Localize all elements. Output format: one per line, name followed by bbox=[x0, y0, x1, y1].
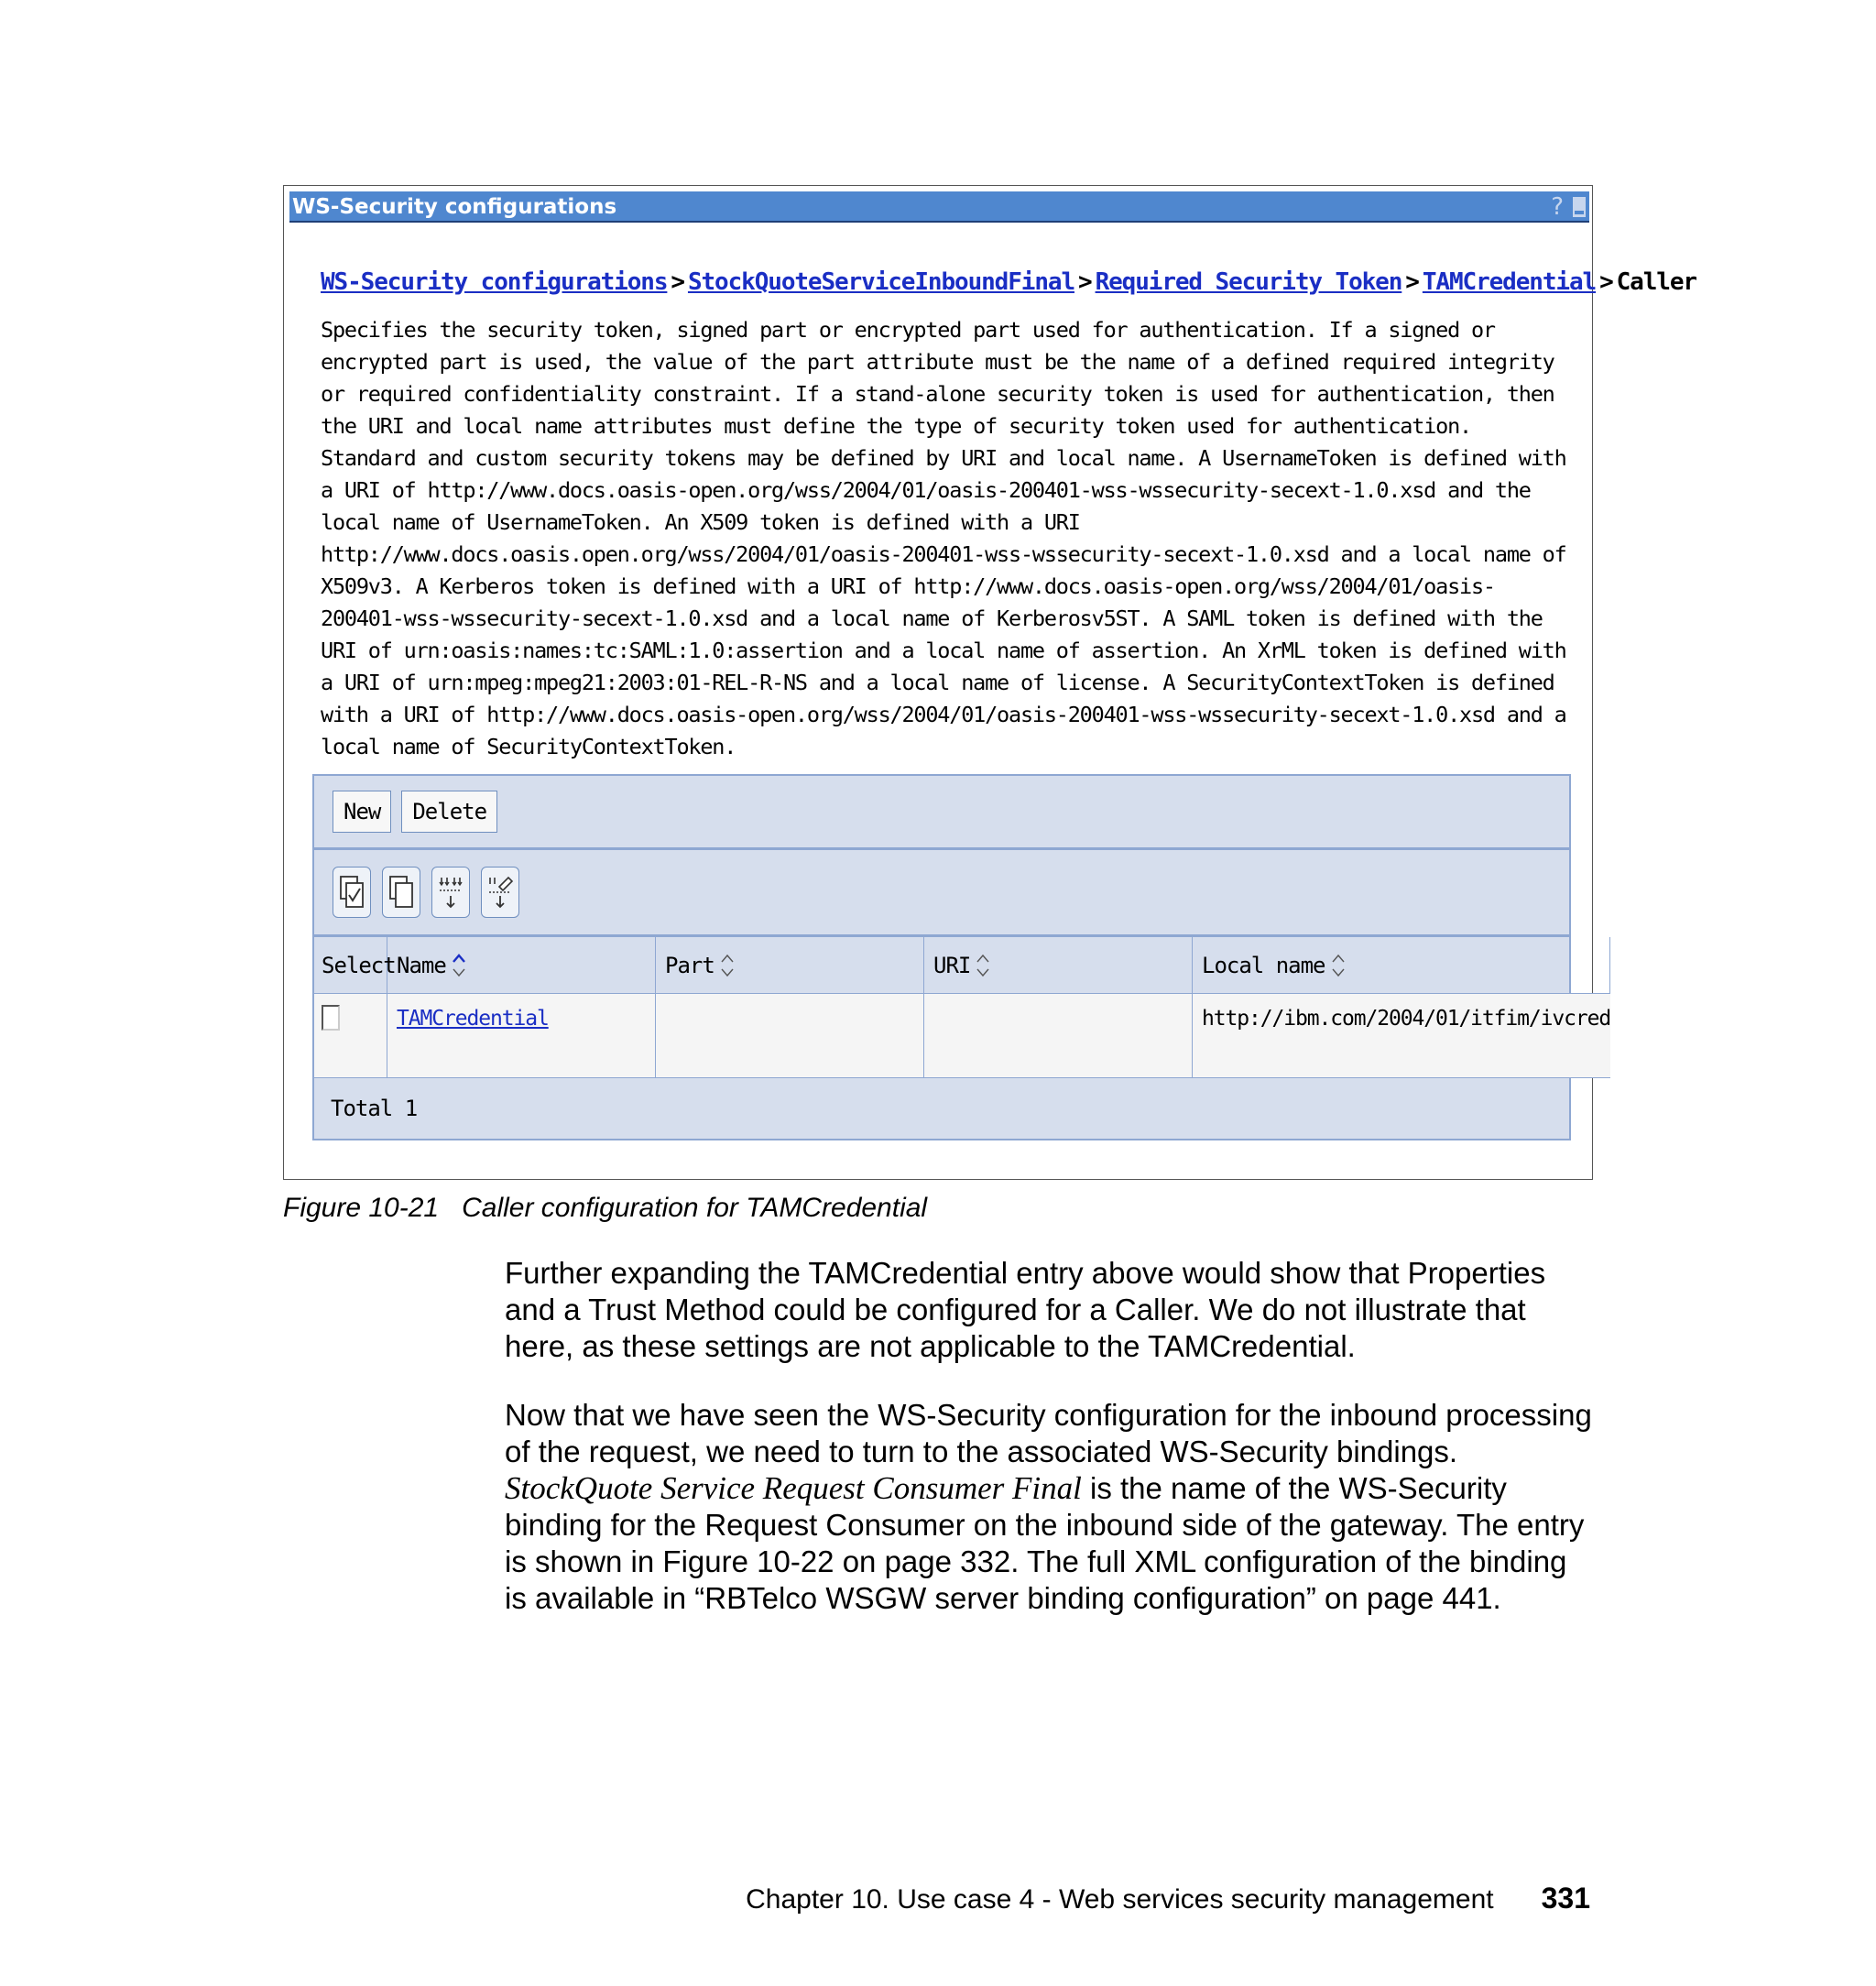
breadcrumb bbox=[321, 268, 1696, 296]
window-titlebar bbox=[289, 191, 1589, 223]
breadcrumb-link-tamcredential[interactable]: TAMCredential bbox=[1422, 268, 1597, 296]
show-filter-icon[interactable] bbox=[431, 867, 470, 918]
column-label: URI bbox=[933, 952, 971, 978]
breadcrumb-link-ws-security-configurations[interactable]: WS-Security configurations bbox=[321, 268, 668, 296]
sort-icon[interactable] bbox=[976, 952, 990, 979]
chapter-title: Chapter 10. Use case 4 - Web services security management bbox=[746, 1884, 1494, 1915]
select-all-icon[interactable] bbox=[333, 867, 371, 918]
breadcrumb-link-stockquote-service[interactable]: StockQuoteServiceInboundFinal bbox=[687, 268, 1074, 296]
table-cell-select bbox=[314, 994, 387, 1078]
breadcrumb-separator: > bbox=[1599, 268, 1613, 296]
deselect-all-icon[interactable] bbox=[382, 867, 420, 918]
help-icon[interactable]: ? bbox=[1551, 193, 1564, 221]
sort-icon[interactable] bbox=[720, 952, 735, 979]
body-paragraph-1: Further expanding the TAMCredential entry above would show that Properties and a Trust Method could be configured for a Caller. We do not illustrate that here, as these settings are not applicable to the TAMCredential. bbox=[505, 1256, 1546, 1363]
ws-security-screenshot bbox=[283, 185, 1696, 1180]
collection-grid bbox=[314, 937, 1611, 1078]
table-cell-uri bbox=[924, 994, 1193, 1078]
column-header-name[interactable] bbox=[387, 937, 656, 994]
table-cell-name bbox=[387, 994, 656, 1078]
table-cell-local-name: http://ibm.com/2004/01/itfim/ivcred bbox=[1193, 994, 1610, 1078]
column-header-uri[interactable] bbox=[924, 937, 1193, 994]
page-description: Specifies the security token, signed part or encrypted part used for authentication. If a signed or encrypted part is used, the value of the part attribute must be the name of a defined required integrity or required confidentiality constraint. If a stand-alone security token is used for authentication, then the URI and local name attributes must define the type of security token used for authentication. Standard and custom security tokens may be defined by URI and local name. A UsernameToken is defined with a URI of http://www.docs.oasis-open.org/wss/2004/01/oasis-200401-wss-wssecurity-secext-1.0.xsd and the local name of UsernameToken. An X509 token is defined with a URI http://www.docs.oasis.open.org/wss/2004/01/oasis-200401-wss-wssecurity-secext-1.0.xsd and a local name of X509v3. A Kerberos token is defined with a URI of http://www.docs.oasis-open.org/wss/2004/01/oasis-200401-wss-wssecurity-secext-1.0.xsd and a local name of Kerberosv5ST. A SAML token is defined with the URI of urn:oasis:names:tc:SAML:1.0:assertion and a local name of assertion. An XrML token is defined with a URI of urn:mpeg:mpeg21:2003:01-REL-R-NS and a local name of license. A SecurityContextToken is defined with a URI of http://www.docs.oasis-open.org/wss/2004/01/oasis-200401-wss-wssecurity-secext-1.0.xsd and a local name of SecurityContextToken. bbox=[321, 317, 1566, 759]
icon-toolbar bbox=[314, 850, 1569, 937]
page-number: 331 bbox=[1541, 1882, 1590, 1915]
column-header-part[interactable] bbox=[656, 937, 924, 994]
table-cell-part bbox=[656, 994, 924, 1078]
column-label: Local name bbox=[1202, 952, 1325, 978]
row-select-checkbox[interactable] bbox=[322, 1005, 340, 1031]
column-header-local-name[interactable] bbox=[1193, 937, 1610, 994]
window-title: WS-Security configurations bbox=[292, 195, 617, 219]
breadcrumb-separator: > bbox=[1078, 268, 1092, 296]
column-label: Part bbox=[665, 952, 714, 978]
clear-filter-icon[interactable] bbox=[481, 867, 519, 918]
paragraph-text: is the name of the WS-Security binding for the Request Consumer on the inbound side of the gateway. The entry is shown in Figure 10-22 on page 332. The full XML configuration of the binding is available in “RBTelco WSGW server binding configuration” on page 441. bbox=[505, 1471, 1585, 1615]
body-paragraph-2 bbox=[505, 1397, 1595, 1617]
breadcrumb-link-required-security-token[interactable]: Required Security Token bbox=[1095, 268, 1402, 296]
sort-ascending-icon[interactable] bbox=[452, 952, 466, 979]
figure-caption: Figure 10-21 Caller configuration for TAMCredential bbox=[283, 1193, 928, 1223]
binding-name-italic: StockQuote Service Request Consumer Final bbox=[505, 1470, 1082, 1506]
breadcrumb-current: Caller bbox=[1616, 268, 1696, 296]
breadcrumb-separator: > bbox=[1405, 268, 1419, 296]
button-bar bbox=[314, 776, 1569, 850]
column-label: Select bbox=[322, 952, 396, 978]
breadcrumb-separator: > bbox=[671, 268, 684, 296]
paragraph-text: Now that we have seen the WS-Security configuration for the inbound processing of the request, we need to turn to the associated WS-Security bindings. bbox=[505, 1398, 1592, 1468]
column-label: Name bbox=[397, 952, 446, 978]
column-header-select bbox=[314, 937, 396, 994]
page-footer bbox=[746, 1882, 1590, 1915]
caller-collection-table bbox=[312, 774, 1611, 1140]
table-total: Total 1 bbox=[331, 1096, 418, 1121]
sort-icon[interactable] bbox=[1331, 952, 1346, 979]
minimize-icon[interactable] bbox=[1573, 197, 1586, 217]
tamcredential-link[interactable]: TAMCredential bbox=[397, 1007, 549, 1031]
delete-button[interactable]: Delete bbox=[401, 791, 497, 833]
new-button[interactable]: New bbox=[333, 791, 391, 833]
